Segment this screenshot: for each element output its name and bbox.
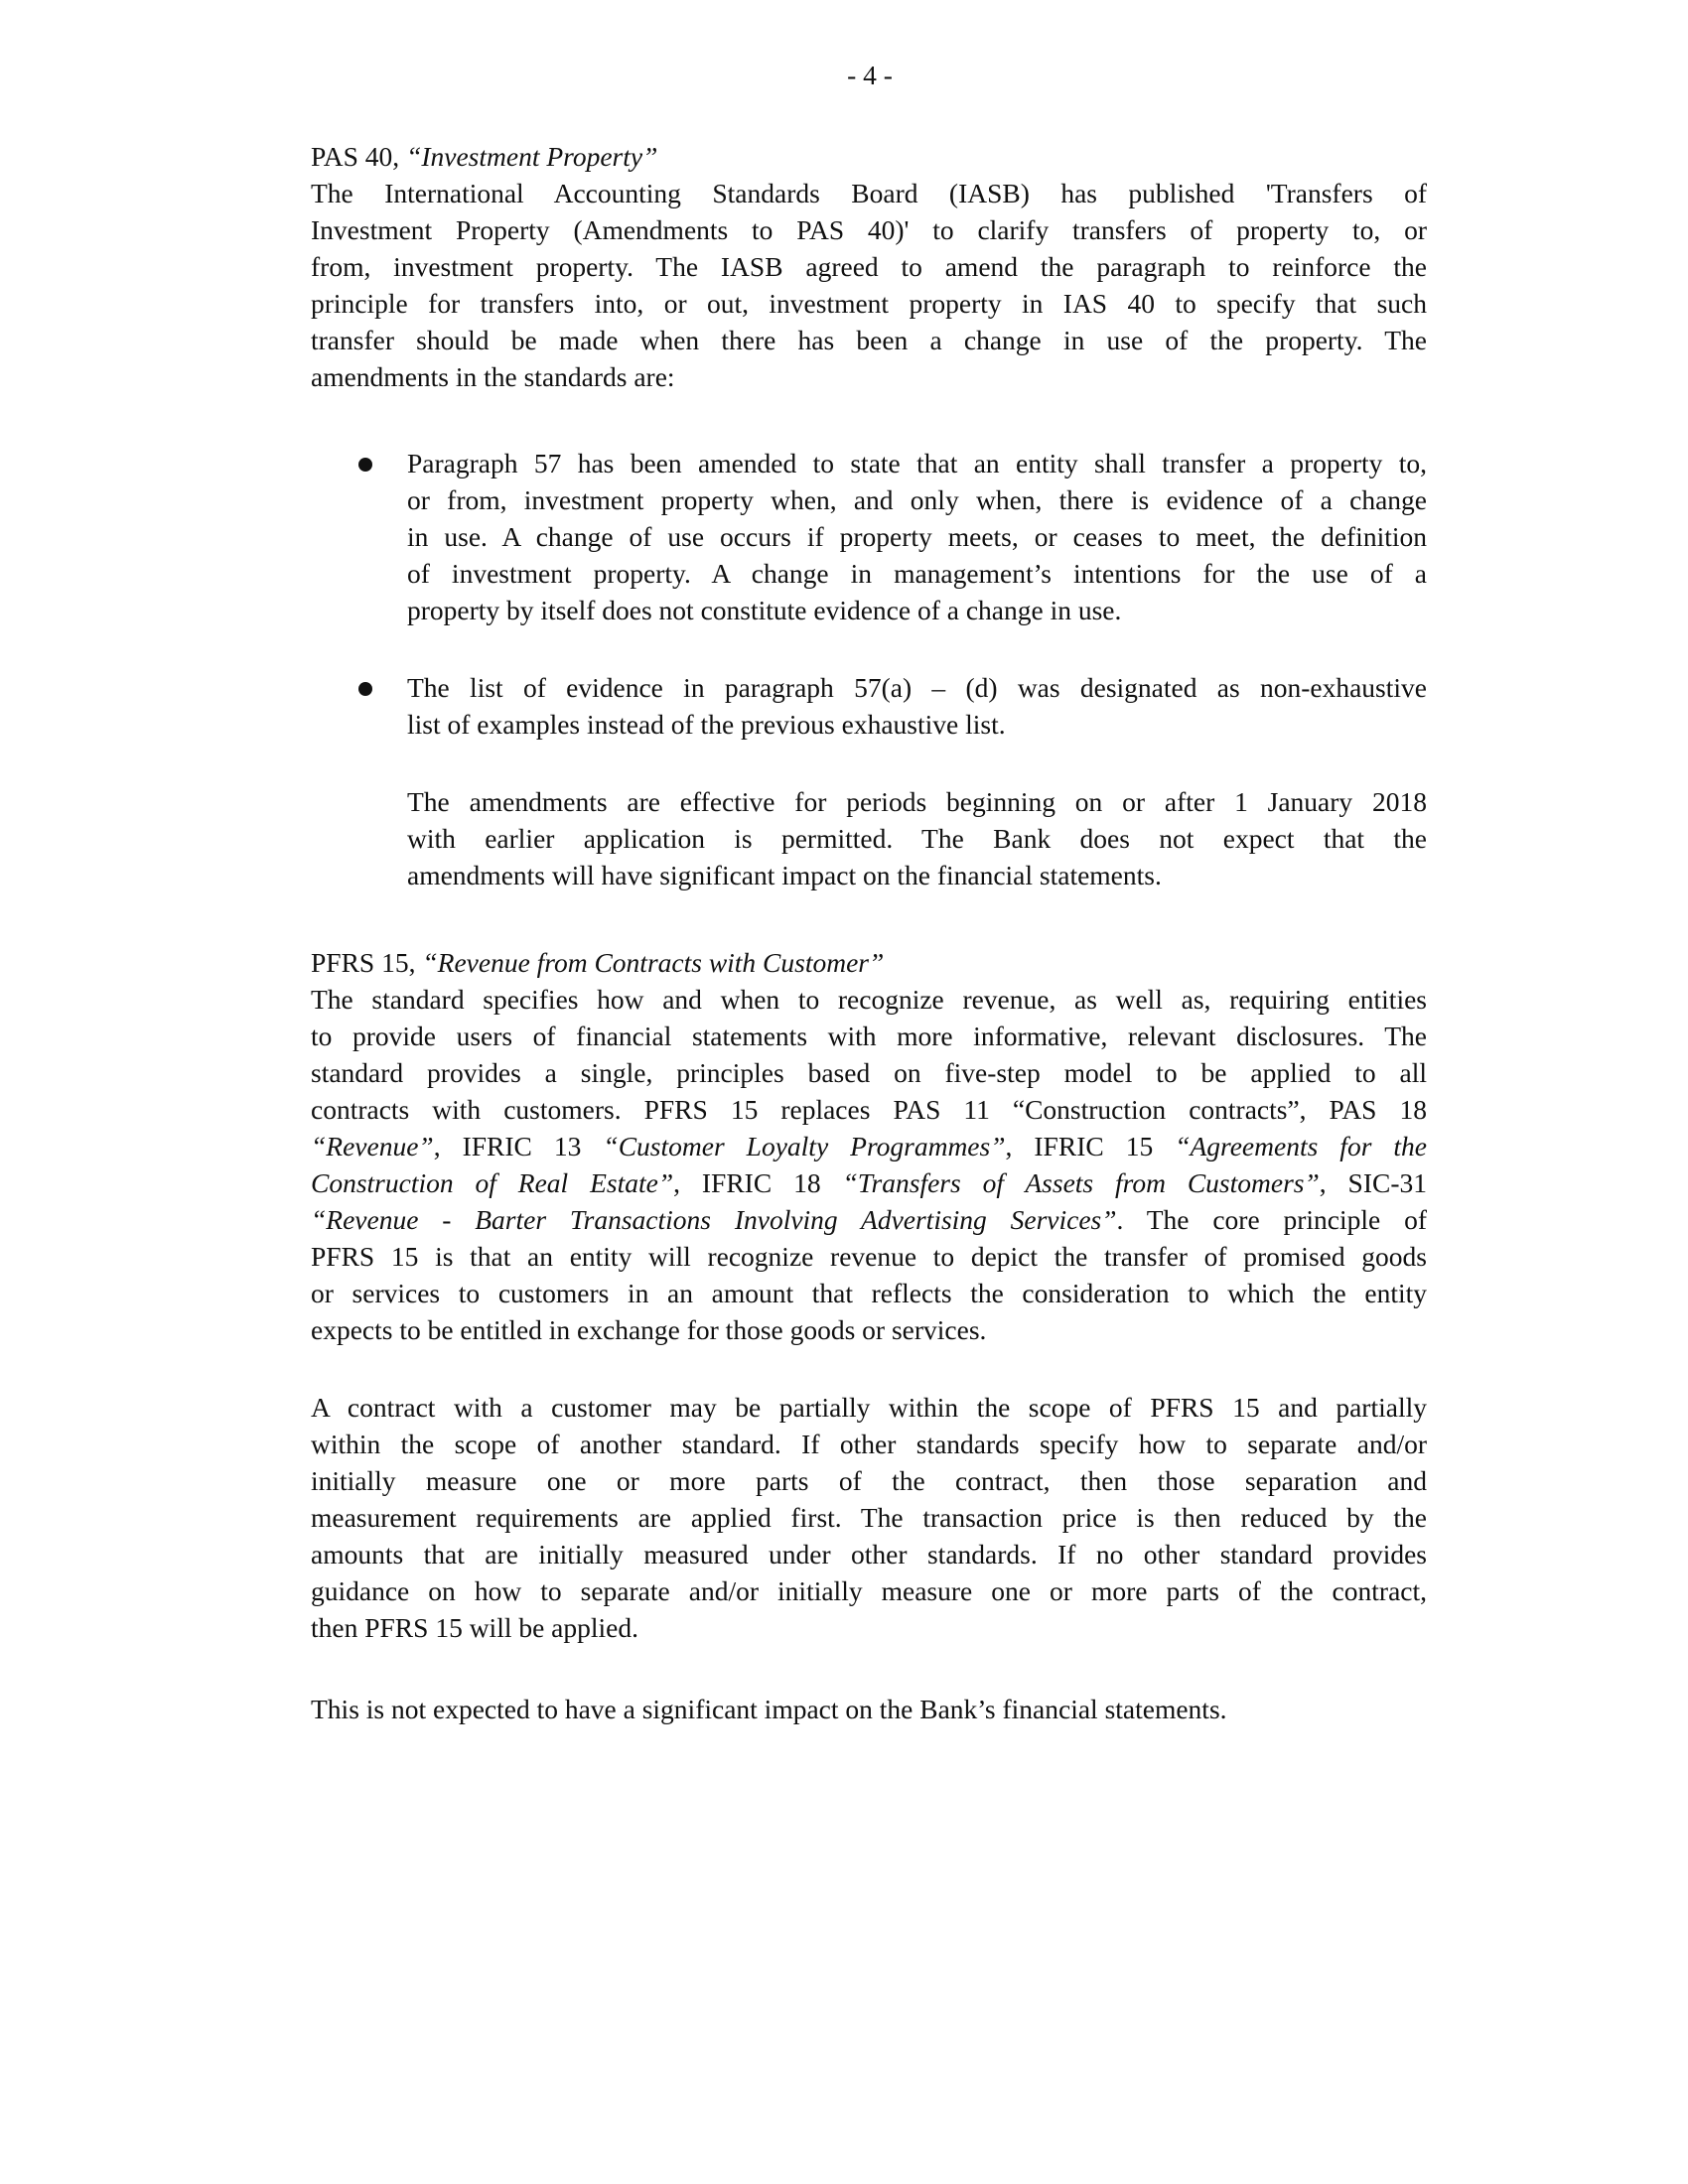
text-run: . The core principle of [1116,1204,1427,1235]
paragraph-line: A contract with a customer may be partially within the scope of PFRS 15 and partially [311,1392,1427,1423]
bullet-line: in use. A change of use occurs if property meets, or ceases to meet, the definition [407,521,1427,552]
section-heading-pas40 [311,138,1427,175]
paragraph-line [311,1201,1427,1238]
heading-code: PAS 40, [311,141,407,172]
bullet-line: The list of evidence in paragraph 57(a) – (d) was designated as non-exhaustive [407,672,1427,703]
paragraph-line: measurement requirements are applied first. The transaction price is then reduced by the [311,1502,1427,1533]
italic-title: “Agreements for the [1175,1131,1427,1161]
page-number: - 4 - [847,60,893,90]
paragraph-line: amendments will have significant impact on the financial statements. [407,860,1162,890]
bullet-line: Paragraph 57 has been amended to state that an entity shall transfer a property to, [407,448,1427,478]
paragraph-line: amendments in the standards are: [311,361,675,392]
paragraph-line [311,1164,1427,1201]
italic-title: Construction of Real Estate” [311,1167,674,1198]
heading-title: “Revenue from Contracts with Customer” [422,947,885,978]
paragraph-line: contracts with customers. PFRS 15 replaces PAS 11 “Construction contracts”, PAS 18 [311,1094,1427,1125]
paragraph-line: transfer should be made when there has been a change in use of the property. The [311,325,1427,355]
section-heading-pfrs15 [311,944,1427,981]
paragraph-line: Investment Property (Amendments to PAS 40)' to clarify transfers of property to, or [311,214,1427,245]
italic-title: “Customer Loyalty Programmes” [603,1131,1006,1161]
bullet-icon [358,682,372,696]
paragraph-line: PFRS 15 is that an entity will recognize revenue to depict the transfer of promised goods [311,1241,1427,1272]
text-run: , IFRIC 13 [433,1131,604,1161]
paragraph-line: expects to be entitled in exchange for those goods or services. [311,1314,987,1345]
bullet-line: or from, investment property when, and only when, there is evidence of a change [407,484,1427,515]
italic-title: “Transfers of Assets from Customers” [842,1167,1320,1198]
paragraph-line: guidance on how to separate and/or initially measure one or more parts of the contract, [311,1575,1427,1606]
paragraph-line: with earlier application is permitted. The Bank does not expect that the [407,823,1427,854]
paragraph-line: The standard specifies how and when to recognize revenue, as well as, requiring entities [311,984,1427,1015]
heading-code: PFRS 15, [311,947,423,978]
paragraph-line: then PFRS 15 will be applied. [311,1612,638,1643]
conclusion-line: This is not expected to have a significant impact on the Bank’s financial statements. [311,1694,1227,1724]
italic-title: “Revenue - Barter Transactions Involving Advertising Services” [311,1204,1117,1235]
paragraph-line: principle for transfers into, or out, investment property in IAS 40 to specify that such [311,288,1427,319]
paragraph-line: The International Accounting Standards Board (IASB) has published 'Transfers of [311,178,1427,208]
bullet-line: property by itself does not constitute evidence of a change in use. [407,595,1122,625]
heading-title: “Investment Property” [406,141,658,172]
text-run: , IFRIC 15 [1005,1131,1176,1161]
italic-title: “Revenue” [311,1131,434,1161]
bullet-line: of investment property. A change in management’s intentions for the use of a [407,558,1427,589]
paragraph-line: from, investment property. The IASB agreed to amend the paragraph to reinforce the [311,251,1427,282]
paragraph-line: amounts that are initially measured under other standards. If no other standard provides [311,1539,1427,1570]
paragraph-line: to provide users of financial statements with more informative, relevant disclosures. The [311,1021,1427,1051]
paragraph-line [311,1128,1427,1164]
text-run: , SIC-31 [1319,1167,1427,1198]
paragraph-line: The amendments are effective for periods beginning on or after 1 January 2018 [407,786,1427,817]
paragraph-line: within the scope of another standard. If other standards specify how to separate and/or [311,1429,1427,1459]
paragraph-line: initially measure one or more parts of the contract, then those separation and [311,1465,1427,1496]
paragraph-line: or services to customers in an amount that reflects the consideration to which the entity [311,1278,1427,1308]
paragraph-line: standard provides a single, principles based on five-step model to be applied to all [311,1057,1427,1088]
bullet-icon [358,458,372,472]
text-run: , IFRIC 18 [673,1167,843,1198]
bullet-line: list of examples instead of the previous exhaustive list. [407,709,1006,740]
